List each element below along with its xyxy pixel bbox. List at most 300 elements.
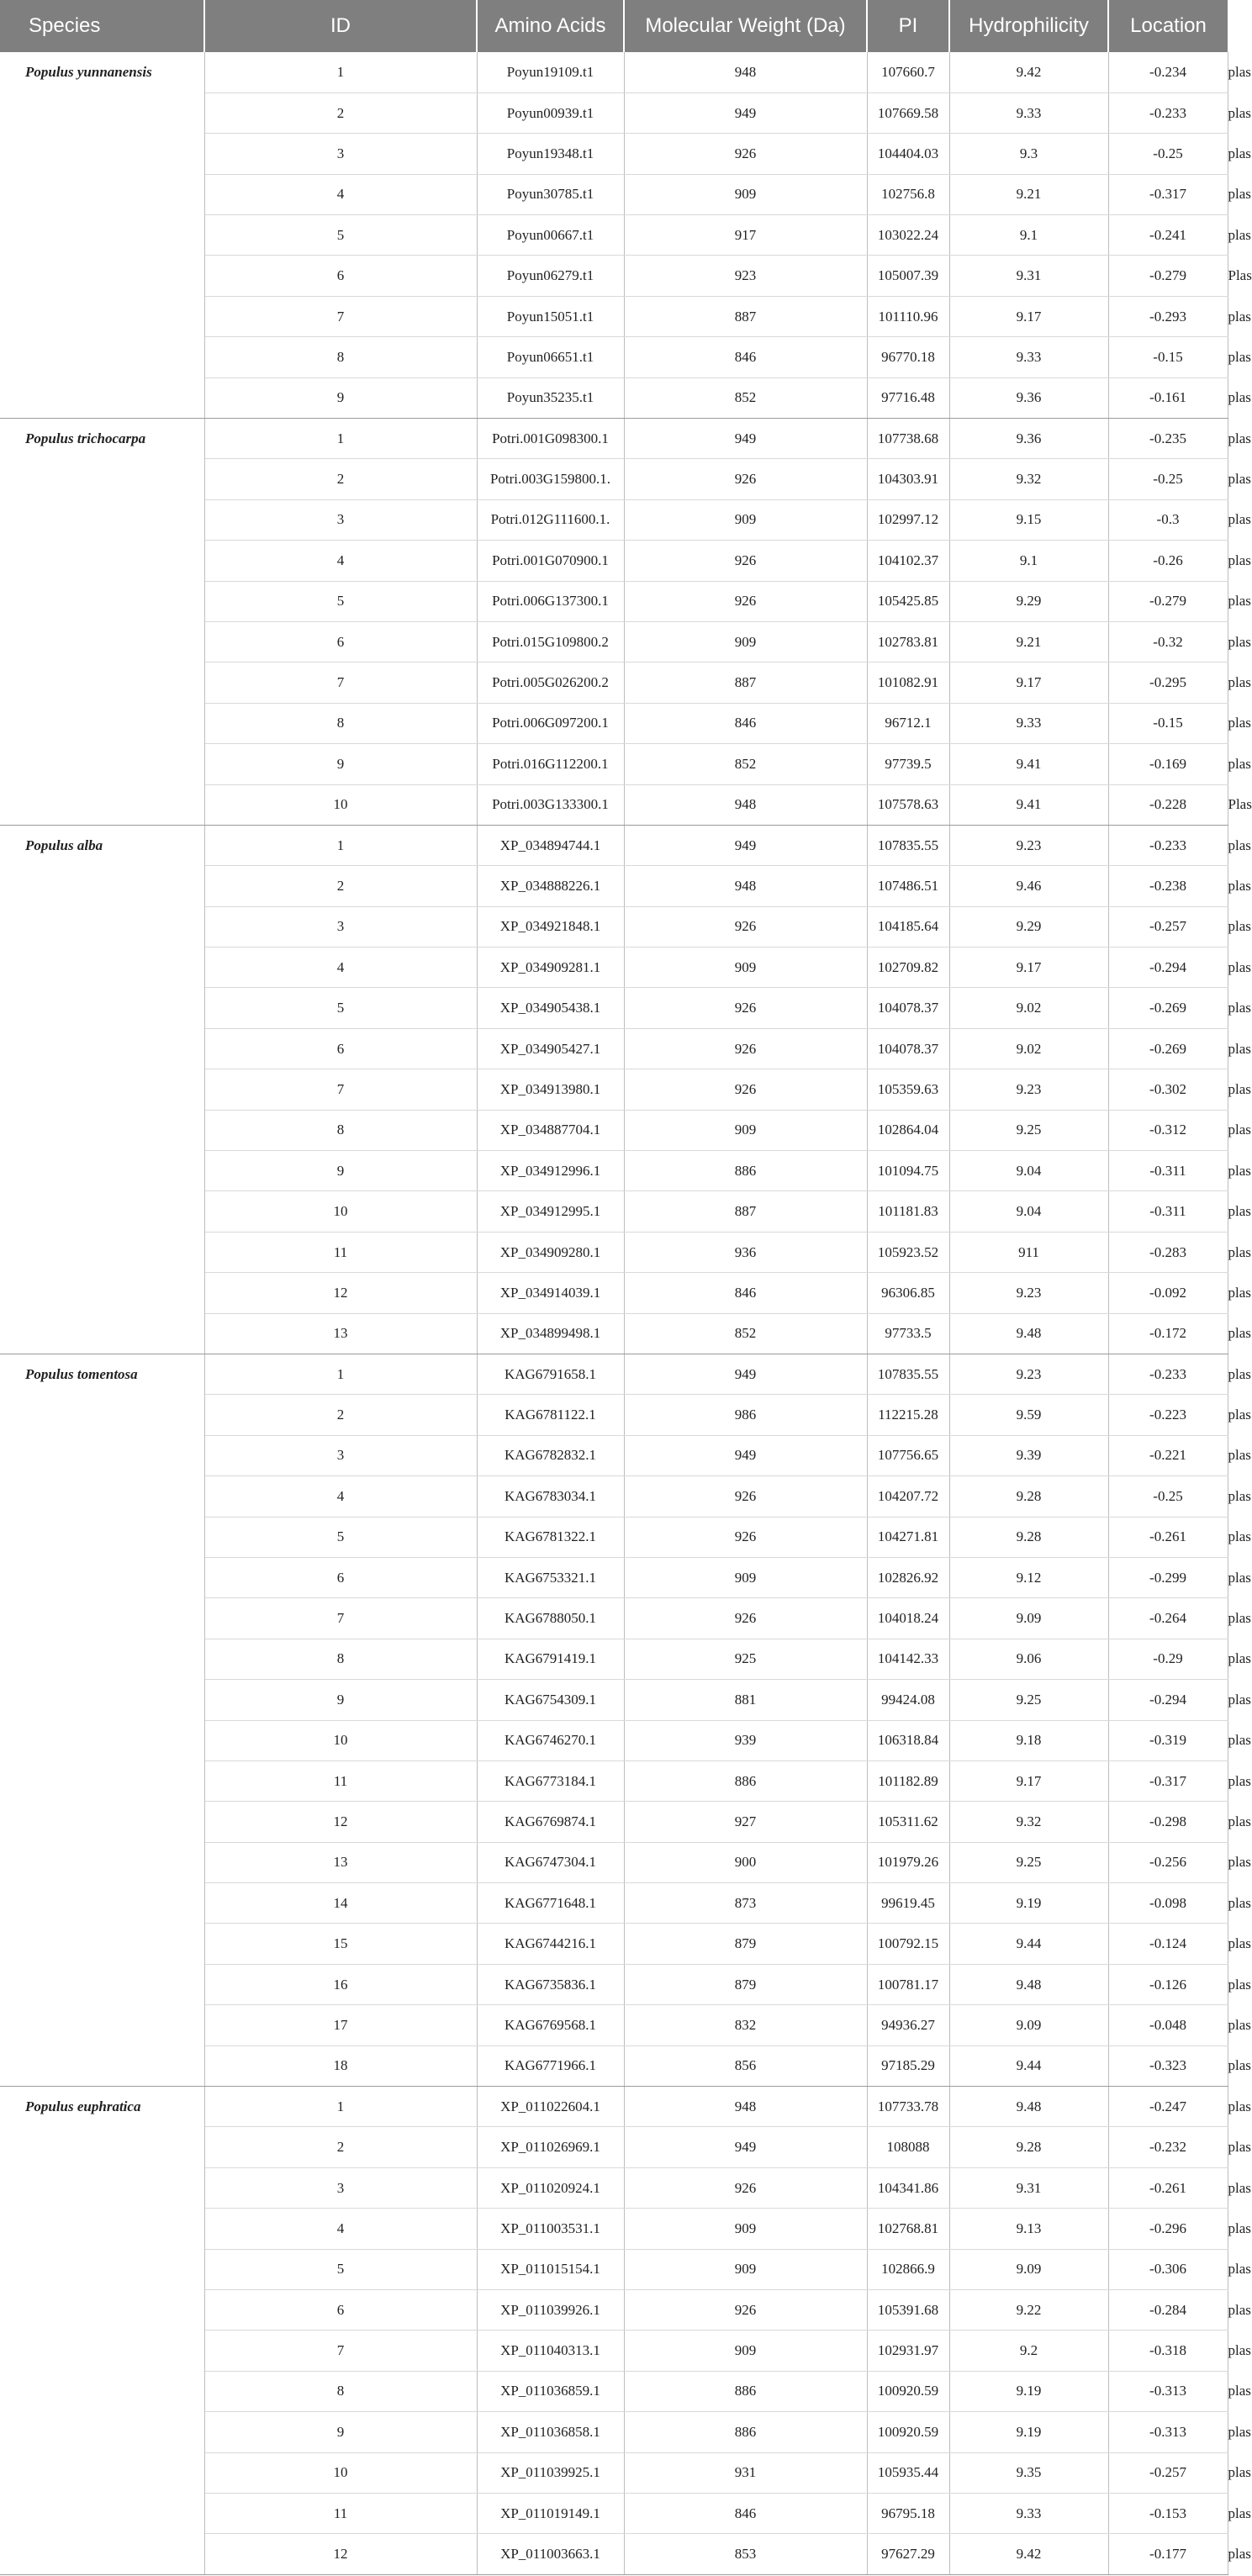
hydrophilicity-cell: -0.257 (1108, 2452, 1228, 2493)
molecular-weight-cell: 107756.65 (867, 1435, 949, 1475)
amino-acids-cell: 949 (624, 92, 867, 133)
molecular-weight-cell: 101979.26 (867, 1842, 949, 1882)
pi-cell: 9.31 (949, 256, 1108, 296)
header-location: Location (1108, 0, 1228, 52)
hydrophilicity-cell: -0.317 (1108, 174, 1228, 214)
gene-id-cell: XP_034887704.1 (477, 1110, 624, 1150)
molecular-weight-cell: 105007.39 (867, 256, 949, 296)
gene-id-cell: XP_011003531.1 (477, 2209, 624, 2249)
molecular-weight-cell: 107835.55 (867, 825, 949, 865)
amino-acids-cell: 909 (624, 2209, 867, 2249)
molecular-weight-cell: 104018.24 (867, 1598, 949, 1639)
molecular-weight-cell: 102931.97 (867, 2331, 949, 2371)
row-number-cell: 3 (204, 134, 477, 174)
pi-cell: 9.25 (949, 1842, 1108, 1882)
table-row: 9 Poyun35235.t1 852 97716.48 9.36 -0.161 plas (0, 377, 1228, 418)
gene-id-cell: KAG6773184.1 (477, 1760, 624, 1801)
table-row: 6 KAG6753321.1 909 102826.92 9.12 -0.299 plas (0, 1557, 1228, 1597)
gene-id-cell: KAG6791419.1 (477, 1639, 624, 1679)
gene-id-cell: XP_011019149.1 (477, 2493, 624, 2533)
molecular-weight-cell: 105391.68 (867, 2289, 949, 2330)
hydrophilicity-cell: -0.161 (1108, 377, 1228, 418)
gene-id-cell: KAG6781122.1 (477, 1395, 624, 1435)
pi-cell: 9.21 (949, 174, 1108, 214)
hydrophilicity-cell: -0.235 (1108, 419, 1228, 459)
pi-cell: 9.59 (949, 1395, 1108, 1435)
hydrophilicity-cell: -0.318 (1108, 2331, 1228, 2371)
pi-cell: 9.19 (949, 2371, 1108, 2411)
row-number-cell: 14 (204, 1883, 477, 1924)
table-row: Populus yunnanensis 1 Poyun19109.t1 948 107660.7 9.42 -0.234 plas (0, 52, 1228, 92)
table-row: Populus tomentosa 1 KAG6791658.1 949 107835.55 9.23 -0.233 plas (0, 1354, 1228, 1395)
table-row: 14 KAG6771648.1 873 99619.45 9.19 -0.098 plas (0, 1883, 1228, 1924)
table-row: 2 KAG6781122.1 986 112215.28 9.59 -0.223 plas (0, 1395, 1228, 1435)
pi-cell: 9.42 (949, 52, 1108, 92)
amino-acids-cell: 949 (624, 1435, 867, 1475)
molecular-weight-cell: 104185.64 (867, 906, 949, 947)
table-row: 8 KAG6791419.1 925 104142.33 9.06 -0.29 plas (0, 1639, 1228, 1679)
molecular-weight-cell: 97716.48 (867, 377, 949, 418)
row-number-cell: 2 (204, 459, 477, 499)
table-row: 2 XP_011026969.1 949 108088 9.28 -0.232 plas (0, 2127, 1228, 2167)
hydrophilicity-cell: -0.311 (1108, 1191, 1228, 1232)
amino-acids-cell: 856 (624, 2045, 867, 2086)
pi-cell: 9.17 (949, 296, 1108, 336)
pi-cell: 9.28 (949, 1476, 1108, 1517)
gene-id-cell: XP_034909280.1 (477, 1232, 624, 1272)
gene-id-cell: Poyun35235.t1 (477, 377, 624, 418)
row-number-cell: 8 (204, 337, 477, 377)
pi-cell: 9.23 (949, 825, 1108, 865)
hydrophilicity-cell: -0.221 (1108, 1435, 1228, 1475)
table-row: 5 Potri.006G137300.1 926 105425.85 9.29 -0.279 plas (0, 581, 1228, 621)
species-cell: Populus tomentosa (0, 1354, 204, 2087)
amino-acids-cell: 927 (624, 1802, 867, 1842)
row-number-cell: 8 (204, 1110, 477, 1150)
gene-id-cell: XP_011015154.1 (477, 2249, 624, 2289)
hydrophilicity-cell: -0.284 (1108, 2289, 1228, 2330)
row-number-cell: 17 (204, 2005, 477, 2045)
amino-acids-cell: 939 (624, 1720, 867, 1760)
hydrophilicity-cell: -0.319 (1108, 1720, 1228, 1760)
pi-cell: 9.1 (949, 215, 1108, 256)
hydrophilicity-cell: -0.241 (1108, 215, 1228, 256)
pi-cell: 9.33 (949, 703, 1108, 743)
molecular-weight-cell: 97733.5 (867, 1313, 949, 1354)
hydrophilicity-cell: -0.261 (1108, 2167, 1228, 2208)
gene-id-cell: KAG6771966.1 (477, 2045, 624, 2086)
table-body (0, 52, 1252, 2574)
row-number-cell: 6 (204, 621, 477, 662)
row-number-cell: 6 (204, 1557, 477, 1597)
molecular-weight-cell: 101094.75 (867, 1151, 949, 1191)
pi-cell: 9.31 (949, 2167, 1108, 2208)
table-row: 3 Potri.012G111600.1. 909 102997.12 9.15 -0.3 plas (0, 499, 1228, 540)
row-number-cell: 4 (204, 948, 477, 988)
hydrophilicity-cell: -0.234 (1108, 52, 1228, 92)
hydrophilicity-cell: -0.15 (1108, 337, 1228, 377)
amino-acids-cell: 879 (624, 1964, 867, 2004)
table-row: 5 Poyun00667.t1 917 103022.24 9.1 -0.241 plas (0, 215, 1228, 256)
gene-id-cell: Poyun30785.t1 (477, 174, 624, 214)
row-number-cell: 10 (204, 2452, 477, 2493)
hydrophilicity-cell: -0.295 (1108, 662, 1228, 703)
header-hydrophilicity: Hydrophilicity (949, 0, 1108, 52)
hydrophilicity-cell: -0.233 (1108, 92, 1228, 133)
table-row: 3 XP_034921848.1 926 104185.64 9.29 -0.257 plas (0, 906, 1228, 947)
hydrophilicity-cell: -0.172 (1108, 1313, 1228, 1354)
amino-acids-cell: 949 (624, 419, 867, 459)
molecular-weight-cell: 107738.68 (867, 419, 949, 459)
amino-acids-cell: 900 (624, 1842, 867, 1882)
hydrophilicity-cell: -0.311 (1108, 1151, 1228, 1191)
amino-acids-cell: 926 (624, 1476, 867, 1517)
gene-id-cell: Poyun19109.t1 (477, 52, 624, 92)
row-number-cell: 12 (204, 2534, 477, 2574)
amino-acids-cell: 925 (624, 1639, 867, 1679)
gene-id-cell: KAG6783034.1 (477, 1476, 624, 1517)
table-row: 7 Potri.005G026200.2 887 101082.91 9.17 -0.295 plas (0, 662, 1228, 703)
amino-acids-cell: 909 (624, 2249, 867, 2289)
row-number-cell: 2 (204, 866, 477, 906)
gene-id-cell: XP_011026969.1 (477, 2127, 624, 2167)
table-row: 12 XP_034914039.1 846 96306.85 9.23 -0.092 plas (0, 1273, 1228, 1313)
hydrophilicity-cell: -0.313 (1108, 2412, 1228, 2452)
hydrophilicity-cell: -0.298 (1108, 1802, 1228, 1842)
gene-id-cell: Potri.001G098300.1 (477, 419, 624, 459)
gene-id-cell: KAG6754309.1 (477, 1680, 624, 1720)
pi-cell: 9.33 (949, 92, 1108, 133)
amino-acids-cell: 909 (624, 499, 867, 540)
amino-acids-cell: 917 (624, 215, 867, 256)
pi-cell: 9.33 (949, 2493, 1108, 2533)
amino-acids-cell: 926 (624, 1069, 867, 1110)
molecular-weight-cell: 107660.7 (867, 52, 949, 92)
row-number-cell: 4 (204, 1476, 477, 1517)
pi-cell: 9.2 (949, 2331, 1108, 2371)
pi-cell: 9.17 (949, 662, 1108, 703)
gene-id-cell: KAG6781322.1 (477, 1517, 624, 1557)
row-number-cell: 3 (204, 906, 477, 947)
pi-cell: 9.23 (949, 1354, 1108, 1395)
hydrophilicity-cell: -0.29 (1108, 1639, 1228, 1679)
pi-cell: 9.48 (949, 1313, 1108, 1354)
amino-acids-cell: 909 (624, 2331, 867, 2371)
pi-cell: 9.25 (949, 1110, 1108, 1150)
row-number-cell: 4 (204, 2209, 477, 2249)
gene-id-cell: KAG6753321.1 (477, 1557, 624, 1597)
row-number-cell: 1 (204, 419, 477, 459)
row-number-cell: 10 (204, 784, 477, 825)
hydrophilicity-cell: -0.302 (1108, 1069, 1228, 1110)
table-row: 11 KAG6773184.1 886 101182.89 9.17 -0.317 plas (0, 1760, 1228, 1801)
gene-id-cell: XP_011036858.1 (477, 2412, 624, 2452)
molecular-weight-cell: 100792.15 (867, 1924, 949, 1964)
amino-acids-cell: 948 (624, 52, 867, 92)
pi-cell: 9.28 (949, 2127, 1108, 2167)
hydrophilicity-cell: -0.25 (1108, 1476, 1228, 1517)
species-cell: Populus alba (0, 825, 204, 1354)
gene-id-cell: XP_034912996.1 (477, 1151, 624, 1191)
row-number-cell: 6 (204, 1028, 477, 1069)
molecular-weight-cell: 104078.37 (867, 988, 949, 1028)
table-row: 11 XP_011019149.1 846 96795.18 9.33 -0.153 plas (0, 2493, 1228, 2533)
amino-acids-cell: 949 (624, 1354, 867, 1395)
row-number-cell: 7 (204, 1598, 477, 1639)
molecular-weight-cell: 101182.89 (867, 1760, 949, 1801)
amino-acids-cell: 909 (624, 621, 867, 662)
amino-acids-cell: 873 (624, 1883, 867, 1924)
table-row: 8 XP_011036859.1 886 100920.59 9.19 -0.313 plas (0, 2371, 1228, 2411)
amino-acids-cell: 949 (624, 825, 867, 865)
row-number-cell: 7 (204, 296, 477, 336)
table-row: 9 KAG6754309.1 881 99424.08 9.25 -0.294 plas (0, 1680, 1228, 1720)
molecular-weight-cell: 102783.81 (867, 621, 949, 662)
row-number-cell: 4 (204, 174, 477, 214)
amino-acids-cell: 926 (624, 1598, 867, 1639)
table-row: 4 XP_034909281.1 909 102709.82 9.17 -0.294 plas (0, 948, 1228, 988)
table-row: 13 XP_034899498.1 852 97733.5 9.48 -0.172 plas (0, 1313, 1228, 1354)
table-row: 12 XP_011003663.1 853 97627.29 9.42 -0.177 plas (0, 2534, 1228, 2574)
hydrophilicity-cell: -0.098 (1108, 1883, 1228, 1924)
amino-acids-cell: 846 (624, 1273, 867, 1313)
pi-cell: 9.12 (949, 1557, 1108, 1597)
amino-acids-cell: 886 (624, 2371, 867, 2411)
row-number-cell: 11 (204, 1760, 477, 1801)
pi-cell: 9.35 (949, 2452, 1108, 2493)
amino-acids-cell: 926 (624, 906, 867, 947)
gene-id-cell: KAG6791658.1 (477, 1354, 624, 1395)
row-number-cell: 5 (204, 2249, 477, 2289)
molecular-weight-cell: 107835.55 (867, 1354, 949, 1395)
row-number-cell: 18 (204, 2045, 477, 2086)
gene-id-cell: Poyun06651.t1 (477, 337, 624, 377)
amino-acids-cell: 852 (624, 744, 867, 784)
molecular-weight-cell: 100920.59 (867, 2412, 949, 2452)
amino-acids-cell: 936 (624, 1232, 867, 1272)
hydrophilicity-cell: -0.15 (1108, 703, 1228, 743)
gene-id-cell: Poyun06279.t1 (477, 256, 624, 296)
table-row: 3 Poyun19348.t1 926 104404.03 9.3 -0.25 plas (0, 134, 1228, 174)
amino-acids-cell: 926 (624, 988, 867, 1028)
pi-cell: 9.02 (949, 1028, 1108, 1069)
species-cell: Populus euphratica (0, 2087, 204, 2575)
pi-cell: 9.32 (949, 1802, 1108, 1842)
hydrophilicity-cell: -0.312 (1108, 1110, 1228, 1150)
gene-id-cell: XP_034894744.1 (477, 825, 624, 865)
hydrophilicity-cell: -0.306 (1108, 2249, 1228, 2289)
molecular-weight-cell: 97627.29 (867, 2534, 949, 2574)
gene-id-cell: XP_011036859.1 (477, 2371, 624, 2411)
row-number-cell: 9 (204, 1151, 477, 1191)
amino-acids-cell: 909 (624, 948, 867, 988)
pi-cell: 9.22 (949, 2289, 1108, 2330)
amino-acids-cell: 986 (624, 1395, 867, 1435)
amino-acids-cell: 909 (624, 1557, 867, 1597)
molecular-weight-cell: 107486.51 (867, 866, 949, 906)
amino-acids-cell: 887 (624, 1191, 867, 1232)
pi-cell: 9.19 (949, 1883, 1108, 1924)
molecular-weight-cell: 104102.37 (867, 541, 949, 581)
pi-cell: 9.44 (949, 2045, 1108, 2086)
gene-id-cell: XP_034912995.1 (477, 1191, 624, 1232)
row-number-cell: 10 (204, 1191, 477, 1232)
amino-acids-cell: 886 (624, 1760, 867, 1801)
row-number-cell: 12 (204, 1802, 477, 1842)
hydrophilicity-cell: -0.228 (1108, 784, 1228, 825)
hydrophilicity-cell: -0.294 (1108, 948, 1228, 988)
amino-acids-cell: 887 (624, 662, 867, 703)
table-row: 8 Potri.006G097200.1 846 96712.1 9.33 -0.15 plas (0, 703, 1228, 743)
molecular-weight-cell: 112215.28 (867, 1395, 949, 1435)
table-row: 4 Potri.001G070900.1 926 104102.37 9.1 -0.26 plas (0, 541, 1228, 581)
molecular-weight-cell: 102864.04 (867, 1110, 949, 1150)
pi-cell: 9.46 (949, 866, 1108, 906)
row-number-cell: 7 (204, 1069, 477, 1110)
row-number-cell: 7 (204, 2331, 477, 2371)
hydrophilicity-cell: -0.26 (1108, 541, 1228, 581)
gene-id-cell: Poyun00939.t1 (477, 92, 624, 133)
molecular-weight-cell: 102756.8 (867, 174, 949, 214)
gene-id-cell: KAG6788050.1 (477, 1598, 624, 1639)
row-number-cell: 2 (204, 92, 477, 133)
row-number-cell: 6 (204, 256, 477, 296)
gene-id-cell: KAG6771648.1 (477, 1883, 624, 1924)
gene-id-cell: XP_034909281.1 (477, 948, 624, 988)
gene-id-cell: Potri.001G070900.1 (477, 541, 624, 581)
pi-cell: 9.41 (949, 784, 1108, 825)
row-number-cell: 12 (204, 1273, 477, 1313)
row-number-cell: 8 (204, 703, 477, 743)
amino-acids-cell: 926 (624, 541, 867, 581)
hydrophilicity-cell: -0.232 (1108, 2127, 1228, 2167)
row-number-cell: 2 (204, 1395, 477, 1435)
pi-cell: 9.44 (949, 1924, 1108, 1964)
table-row: 8 Poyun06651.t1 846 96770.18 9.33 -0.15 plas (0, 337, 1228, 377)
row-number-cell: 9 (204, 744, 477, 784)
hydrophilicity-cell: -0.25 (1108, 459, 1228, 499)
amino-acids-cell: 949 (624, 2127, 867, 2167)
row-number-cell: 5 (204, 215, 477, 256)
table-row: 5 XP_011015154.1 909 102866.9 9.09 -0.306 plas (0, 2249, 1228, 2289)
molecular-weight-cell: 108088 (867, 2127, 949, 2167)
molecular-weight-cell: 100920.59 (867, 2371, 949, 2411)
hydrophilicity-cell: -0.256 (1108, 1842, 1228, 1882)
molecular-weight-cell: 105935.44 (867, 2452, 949, 2493)
table-row: 6 Poyun06279.t1 923 105007.39 9.31 -0.279 Plas (0, 256, 1228, 296)
hydrophilicity-cell: -0.257 (1108, 906, 1228, 947)
amino-acids-cell: 926 (624, 134, 867, 174)
row-number-cell: 1 (204, 1354, 477, 1395)
row-number-cell: 11 (204, 1232, 477, 1272)
header-species: Species (0, 0, 204, 52)
table-row: 10 KAG6746270.1 939 106318.84 9.18 -0.319 plas (0, 1720, 1228, 1760)
pi-cell: 9.32 (949, 459, 1108, 499)
gene-id-cell: KAG6744216.1 (477, 1924, 624, 1964)
header-pi: PI (867, 0, 949, 52)
hydrophilicity-cell: -0.233 (1108, 1354, 1228, 1395)
gene-id-cell: Potri.003G133300.1 (477, 784, 624, 825)
row-number-cell: 16 (204, 1964, 477, 2004)
molecular-weight-cell: 104303.91 (867, 459, 949, 499)
pi-cell: 9.48 (949, 1964, 1108, 2004)
hydrophilicity-cell: -0.233 (1108, 825, 1228, 865)
amino-acids-cell: 926 (624, 2167, 867, 2208)
hydrophilicity-cell: -0.269 (1108, 1028, 1228, 1069)
table-row: 18 KAG6771966.1 856 97185.29 9.44 -0.323 plas (0, 2045, 1228, 2086)
gene-id-cell: KAG6769874.1 (477, 1802, 624, 1842)
header-id: ID (204, 0, 477, 52)
gene-id-cell: XP_011039926.1 (477, 2289, 624, 2330)
row-number-cell: 11 (204, 2493, 477, 2533)
hydrophilicity-cell: -0.048 (1108, 2005, 1228, 2045)
amino-acids-cell: 926 (624, 1028, 867, 1069)
row-number-cell: 8 (204, 2371, 477, 2411)
row-number-cell: 9 (204, 377, 477, 418)
row-number-cell: 13 (204, 1313, 477, 1354)
hydrophilicity-cell: -0.223 (1108, 1395, 1228, 1435)
table-row: 3 KAG6782832.1 949 107756.65 9.39 -0.221 plas (0, 1435, 1228, 1475)
hydrophilicity-cell: -0.124 (1108, 1924, 1228, 1964)
pi-cell: 9.36 (949, 419, 1108, 459)
gene-id-cell: XP_034905438.1 (477, 988, 624, 1028)
table-row: 10 Potri.003G133300.1 948 107578.63 9.41 -0.228 Plas (0, 784, 1228, 825)
amino-acids-cell: 832 (624, 2005, 867, 2045)
hydrophilicity-cell: -0.294 (1108, 1680, 1228, 1720)
species-cell: Populus trichocarpa (0, 419, 204, 826)
amino-acids-cell: 886 (624, 1151, 867, 1191)
species-cell: Populus yunnanensis (0, 52, 204, 419)
row-number-cell: 3 (204, 499, 477, 540)
pi-cell: 9.09 (949, 2005, 1108, 2045)
pi-cell: 9.09 (949, 2249, 1108, 2289)
hydrophilicity-cell: -0.238 (1108, 866, 1228, 906)
hydrophilicity-cell: -0.269 (1108, 988, 1228, 1028)
molecular-weight-cell: 105311.62 (867, 1802, 949, 1842)
gene-id-cell: KAG6747304.1 (477, 1842, 624, 1882)
molecular-weight-cell: 99424.08 (867, 1680, 949, 1720)
amino-acids-cell: 909 (624, 1110, 867, 1150)
molecular-weight-cell: 103022.24 (867, 215, 949, 256)
amino-acids-cell: 879 (624, 1924, 867, 1964)
amino-acids-cell: 926 (624, 1517, 867, 1557)
row-number-cell: 13 (204, 1842, 477, 1882)
hydrophilicity-cell: -0.323 (1108, 2045, 1228, 2086)
header-row (0, 0, 1228, 52)
amino-acids-cell: 909 (624, 174, 867, 214)
row-number-cell: 15 (204, 1924, 477, 1964)
gene-id-cell: XP_011039925.1 (477, 2452, 624, 2493)
table-row: 5 KAG6781322.1 926 104271.81 9.28 -0.261 plas (0, 1517, 1228, 1557)
molecular-weight-cell: 102866.9 (867, 2249, 949, 2289)
amino-acids-cell: 852 (624, 1313, 867, 1354)
molecular-weight-cell: 104207.72 (867, 1476, 949, 1517)
hydrophilicity-cell: -0.279 (1108, 581, 1228, 621)
amino-acids-cell: 923 (624, 256, 867, 296)
hydrophilicity-cell: -0.279 (1108, 256, 1228, 296)
pi-cell: 9.3 (949, 134, 1108, 174)
molecular-weight-cell: 96795.18 (867, 2493, 949, 2533)
pi-cell: 9.04 (949, 1191, 1108, 1232)
pi-cell: 9.23 (949, 1273, 1108, 1313)
table-row: 2 XP_034888226.1 948 107486.51 9.46 -0.238 plas (0, 866, 1228, 906)
table-row: 4 KAG6783034.1 926 104207.72 9.28 -0.25 plas (0, 1476, 1228, 1517)
molecular-weight-cell: 104142.33 (867, 1639, 949, 1679)
molecular-weight-cell: 107733.78 (867, 2087, 949, 2127)
hydrophilicity-cell: -0.264 (1108, 1598, 1228, 1639)
pi-cell: 9.48 (949, 2087, 1108, 2127)
table-row: 10 XP_034912995.1 887 101181.83 9.04 -0.311 plas (0, 1191, 1228, 1232)
